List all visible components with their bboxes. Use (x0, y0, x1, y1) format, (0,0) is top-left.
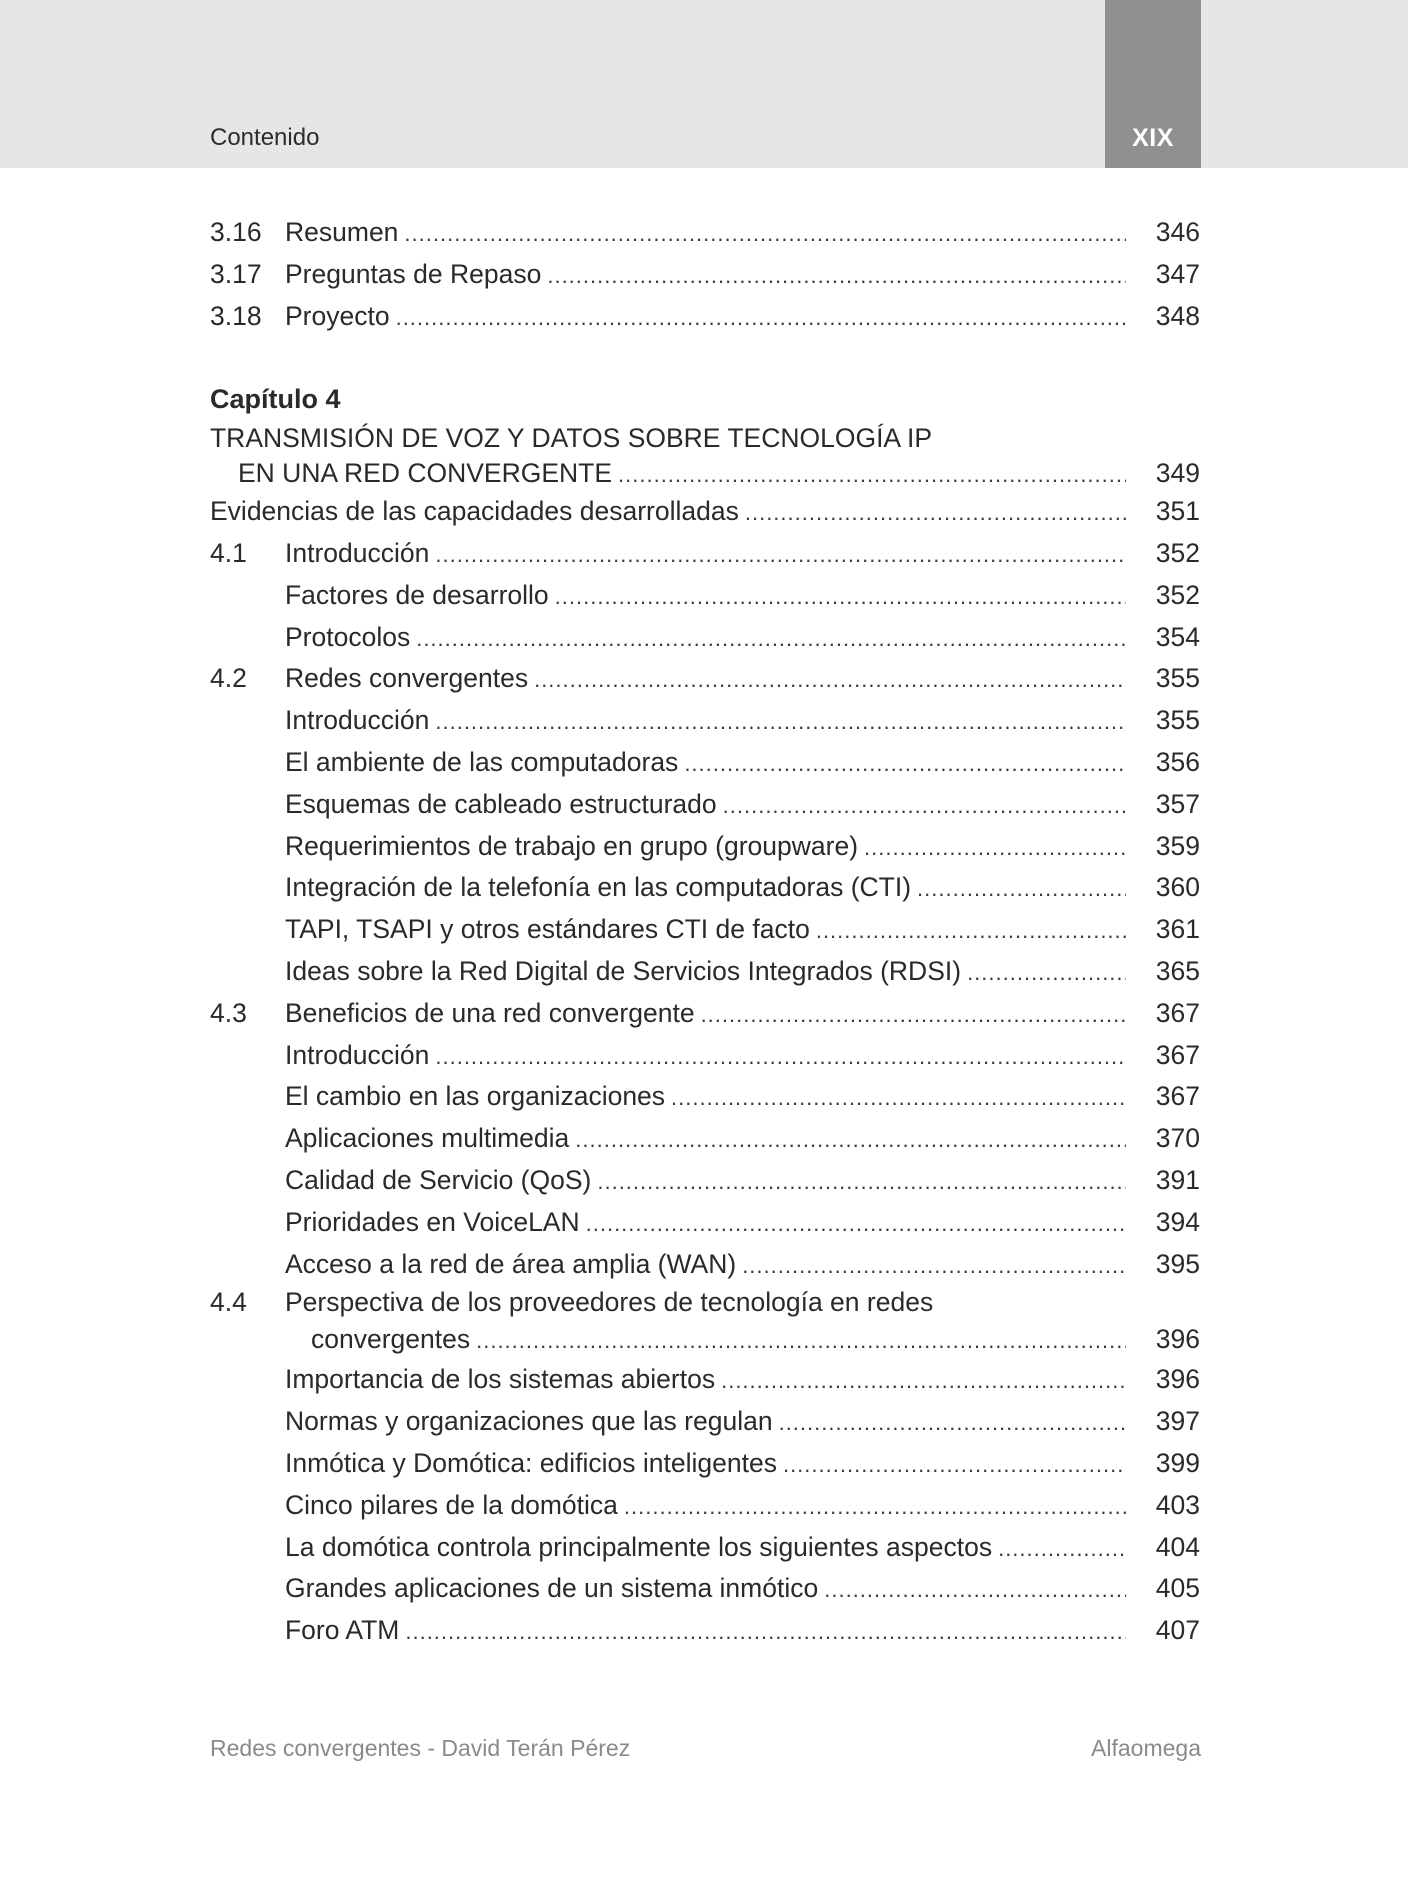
dot-leader (476, 1321, 1126, 1361)
toc-entry-page: 394 (1155, 1206, 1200, 1237)
dot-leader (824, 1569, 1126, 1611)
toc-entry[interactable] (210, 296, 1200, 338)
section-list (210, 533, 1200, 1285)
dot-leader (575, 1119, 1126, 1161)
toc-entry-title: Resumen (285, 217, 399, 247)
toc-entry-page: 367 (1155, 1081, 1200, 1112)
toc-entry-title: Protocolos (285, 621, 411, 652)
toc-entry[interactable] (210, 700, 1200, 742)
toc-entry-title: Esquemas de cableado estructurado (285, 788, 717, 819)
toc-entry[interactable] (210, 533, 1200, 575)
dot-leader (416, 618, 1126, 660)
toc-entry-title: Perspectiva de los proveedores de tecnología en redes (285, 1287, 934, 1318)
toc-entry[interactable] (210, 617, 1200, 659)
toc-entry[interactable] (210, 1527, 1200, 1569)
dot-leader (555, 576, 1126, 618)
toc-entry-page: 367 (1155, 997, 1200, 1028)
toc-entry-page: 405 (1155, 1573, 1200, 1604)
toc-entry-number: 4.2 (210, 663, 247, 694)
dot-leader (684, 743, 1126, 785)
toc-entry-title: Proyecto (285, 300, 390, 331)
toc-entry-number: 4.4 (210, 1287, 247, 1318)
toc-entry-page: 360 (1155, 872, 1200, 903)
dot-leader (721, 1360, 1126, 1402)
toc-entry-title: El ambiente de las computadoras (285, 746, 679, 777)
dot-leader (534, 659, 1126, 701)
toc-entry-title: Introducción (285, 1039, 430, 1070)
dot-leader (435, 701, 1126, 743)
toc-entry[interactable] (210, 1076, 1200, 1118)
chapter-heading (210, 379, 1200, 421)
dot-leader (435, 534, 1126, 576)
toc-entry-title: La domótica controla principalmente los siguientes aspectos (285, 1531, 993, 1562)
toc-entry[interactable] (210, 1035, 1200, 1077)
toc-entry-number: 3.17 (210, 258, 262, 289)
toc-entry-page: 348 (1155, 300, 1200, 331)
toc-entry[interactable] (210, 254, 1200, 296)
toc-entry-title: Redes convergentes (285, 663, 529, 694)
toc-entry-page: 349 (1155, 458, 1200, 489)
toc-entry-title: Foro ATM (285, 1615, 400, 1646)
toc-entry[interactable] (210, 867, 1200, 909)
toc-entry-page: 407 (1155, 1615, 1200, 1646)
dot-leader (618, 457, 1126, 493)
toc-entry[interactable] (210, 455, 1200, 491)
chapter-label: Capítulo 4 (210, 384, 341, 415)
toc-entry-page: 356 (1155, 746, 1200, 777)
dot-leader (405, 1611, 1126, 1653)
toc-entry[interactable] (210, 1401, 1200, 1443)
toc-entry-page: 370 (1155, 1123, 1200, 1154)
toc-entry-page: 391 (1155, 1164, 1200, 1195)
toc-entry-page: 352 (1155, 579, 1200, 610)
toc-entry-title: Preguntas de Repaso (285, 258, 542, 289)
toc-entry[interactable] (210, 1568, 1200, 1610)
toc-entry-number: 3.18 (210, 300, 262, 331)
dot-leader (586, 1203, 1126, 1245)
toc-entry[interactable] (210, 1610, 1200, 1652)
toc-entry-page: 404 (1155, 1531, 1200, 1562)
toc-entry[interactable] (210, 212, 1200, 254)
toc-entry-title: Requerimientos de trabajo en grupo (groupware) (285, 830, 859, 861)
toc-entry-page: 355 (1155, 663, 1200, 694)
toc-entry-page: 403 (1155, 1489, 1200, 1520)
toc-entry[interactable] (210, 784, 1200, 826)
page-number: XIX (1132, 124, 1174, 152)
toc-entry-page: 359 (1155, 830, 1200, 861)
dot-leader (671, 1077, 1126, 1119)
toc-entry-title: Cinco pilares de la domótica (285, 1489, 618, 1520)
toc-entry-page: 354 (1155, 621, 1200, 652)
dot-leader (779, 1402, 1126, 1444)
toc-entry-title: Normas y organizaciones que las regulan (285, 1406, 773, 1437)
dot-leader (864, 827, 1126, 869)
dot-leader (967, 952, 1126, 994)
toc-entry-number: 3.16 (210, 217, 262, 247)
toc-entry-page: 399 (1155, 1447, 1200, 1478)
toc-entry-title: Introducción (285, 705, 430, 736)
toc-entry-page: 397 (1155, 1406, 1200, 1437)
toc-entry-title: Prioridades en VoiceLAN (285, 1206, 580, 1237)
toc-entry-title: Beneficios de una red convergente (285, 997, 695, 1028)
toc-entry-number: 4.1 (210, 537, 247, 568)
page-number-tab (1105, 0, 1201, 168)
footer-publisher: Alfaomega (1091, 1735, 1201, 1761)
dot-leader (917, 868, 1126, 910)
toc-entry-title: Evidencias de las capacidades desarrolladas (210, 496, 739, 527)
toc-entry-number: 4.3 (210, 997, 247, 1028)
toc-entry-page: 346 (1155, 217, 1200, 247)
toc-entry[interactable] (210, 575, 1200, 617)
dot-leader (404, 213, 1126, 255)
toc-entry[interactable] (210, 1118, 1200, 1160)
toc-entry-page: 396 (1155, 1324, 1200, 1355)
toc-entry[interactable] (210, 951, 1200, 993)
chapter-title: TRANSMISIÓN DE VOZ Y DATOS SOBRE TECNOLOGÍA IP (210, 423, 933, 454)
chapter-title-line (210, 421, 1200, 455)
toc-entry[interactable] (210, 742, 1200, 784)
dot-leader (396, 297, 1126, 339)
toc-entry-title: Acceso a la red de área amplia (WAN) (285, 1248, 737, 1279)
toc-entry[interactable] (210, 1485, 1200, 1527)
toc-entry[interactable] (210, 1319, 1200, 1359)
toc-entry-title: Calidad de Servicio (QoS) (285, 1164, 592, 1195)
toc-entry-title: Grandes aplicaciones de un sistema inmótico (285, 1573, 819, 1604)
dot-leader (745, 492, 1126, 534)
toc-entry-title: El cambio en las organizaciones (285, 1081, 666, 1112)
toc-entry-page: 355 (1155, 705, 1200, 736)
toc-entry-page: 347 (1155, 258, 1200, 289)
table-of-contents (210, 212, 1200, 1652)
running-header-title: Contenido (210, 124, 320, 151)
toc-entry-page: 351 (1155, 496, 1200, 527)
dot-leader (783, 1444, 1126, 1486)
toc-entry[interactable] (210, 1443, 1200, 1485)
toc-entry[interactable] (210, 1359, 1200, 1401)
toc-entry-title: Integración de la telefonía en las computadoras (CTI) (285, 872, 912, 903)
toc-entry-page: 396 (1155, 1364, 1200, 1395)
toc-entry-title: Factores de desarrollo (285, 579, 549, 610)
toc-entry-page: 357 (1155, 788, 1200, 819)
toc-entry-title: Importancia de los sistemas abiertos (285, 1364, 716, 1395)
toc-entry-page: 352 (1155, 537, 1200, 568)
toc-entry-title: Inmótica y Domótica: edificios inteligentes (285, 1447, 777, 1478)
toc-entry[interactable] (210, 1160, 1200, 1202)
toc-entry-page: 395 (1155, 1248, 1200, 1279)
toc-entry-page: 361 (1155, 914, 1200, 945)
toc-entry-page: 367 (1155, 1039, 1200, 1070)
dot-leader (547, 255, 1126, 297)
dot-leader (816, 910, 1126, 952)
toc-entry[interactable] (210, 909, 1200, 951)
toc-entry-title-continued: convergentes (311, 1324, 471, 1355)
section-44-list (210, 1359, 1200, 1652)
toc-entry[interactable] (210, 491, 1200, 533)
dot-leader (742, 1245, 1126, 1287)
dot-leader (597, 1161, 1126, 1203)
toc-entry[interactable] (210, 658, 1200, 700)
toc-entry[interactable] (210, 826, 1200, 868)
toc-entry[interactable] (210, 1244, 1200, 1286)
toc-entry-title: Ideas sobre la Red Digital de Servicios Integrados (RDSI) (285, 955, 962, 986)
toc-entry[interactable] (210, 993, 1200, 1035)
dot-leader (998, 1528, 1126, 1570)
dot-leader (701, 994, 1126, 1036)
toc-entry-page: 365 (1155, 955, 1200, 986)
toc-entry[interactable] (210, 1202, 1200, 1244)
toc-entry-heading (210, 1285, 1200, 1319)
toc-entry-title: Aplicaciones multimedia (285, 1123, 570, 1154)
dot-leader (723, 785, 1126, 827)
dot-leader (435, 1036, 1126, 1078)
toc-entry-title: TAPI, TSAPI y otros estándares CTI de facto (285, 914, 810, 945)
chapter-title-continued: EN UNA RED CONVERGENTE (238, 458, 613, 489)
toc-entry-title: Introducción (285, 537, 430, 568)
dot-leader (624, 1486, 1126, 1528)
footer-book-title: Redes convergentes - David Terán Pérez (210, 1735, 631, 1761)
